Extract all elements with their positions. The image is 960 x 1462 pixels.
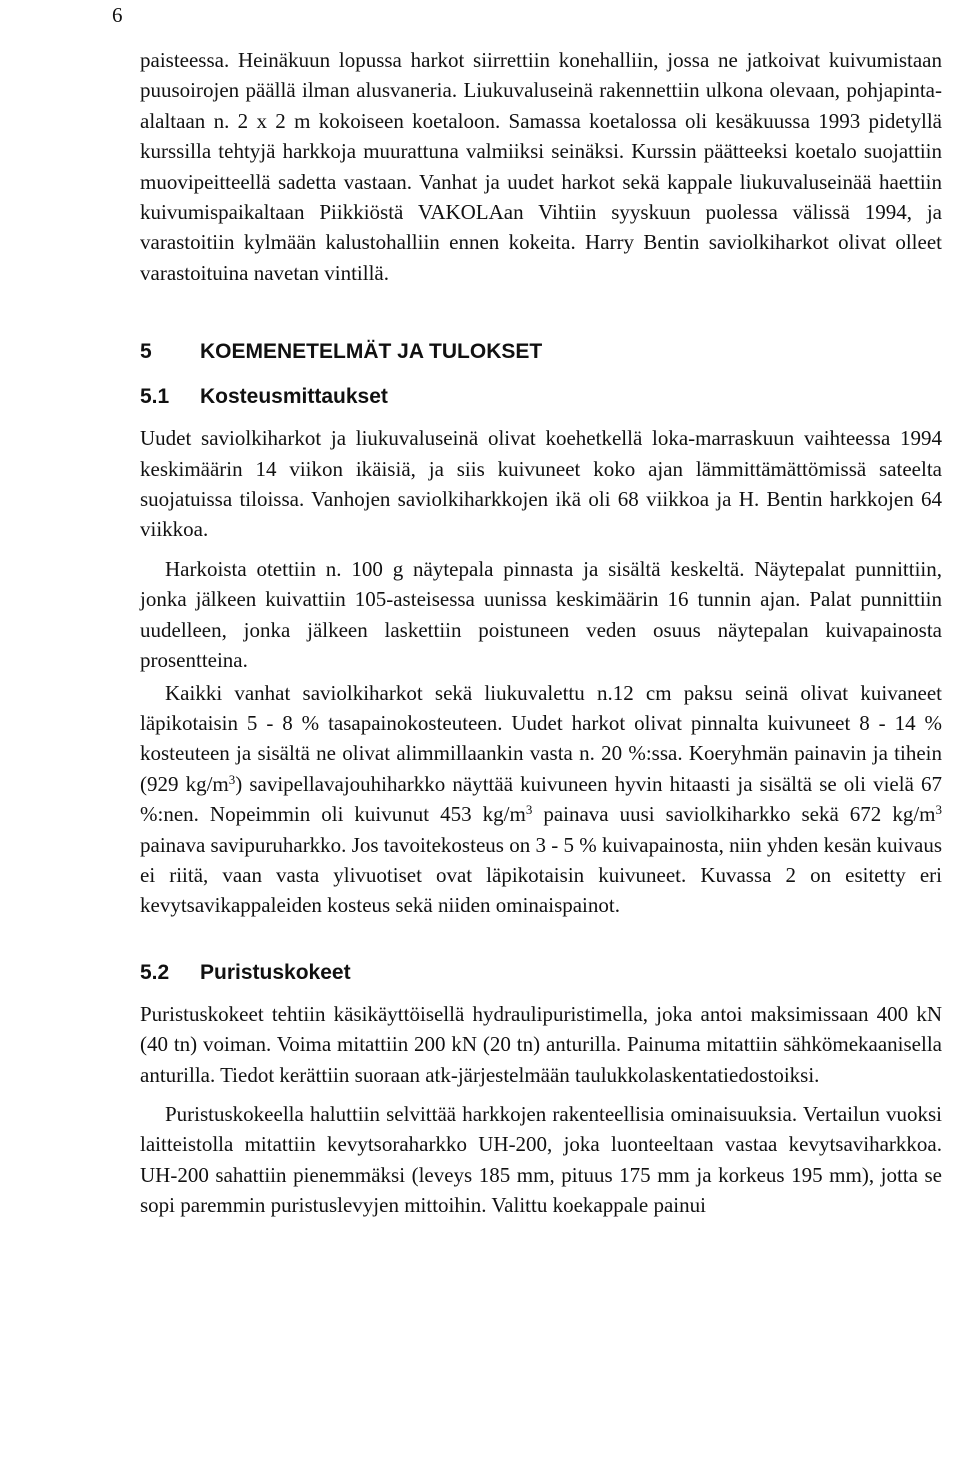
section-heading-5-1 xyxy=(140,382,942,412)
document-body xyxy=(140,45,942,1221)
section-number: 5.1 xyxy=(140,385,170,409)
section-heading-5-2 xyxy=(140,958,942,988)
section-number: 5.2 xyxy=(140,960,170,984)
section-number: 5 xyxy=(140,340,152,364)
section-title: Kosteusmittaukset xyxy=(200,385,388,409)
moisture-paragraph-3: Kaikki vanhat saviolkiharkot sekä liukuvalettu n.12 cm paksu seinä olivat kuivaneet läpikotaisin 5 - 8 % tasapainokosteuteen. Uudet harkot olivat pinnalta kuivuneet 8 - 14 % kosteuteen ja sisältä ne olivat alimmillaankin vasta n. 20 %:ssa. Koeryhmän painavin ja tihein (929 $kg/m^3$) savipellavajouhiharkko näyttää kuivuneen hyvin hitaasti ja sisältä se oli vielä 67 %:nen. Nopeimmin oli kuivunut 453 $kg/m^3$ painava uusi saviolkiharkko sekä 672 $kg/m^3$ painava savipuruharkko. Jos tavoitekosteus on 3 - 5 % kuivapainosta, niin yhden kesän kuivaus ei riitä, vaan vasta ylivuotiset ovat läpikotaisin kuivuneet. Kuvassa 2 on esitetty eri kevytsavikappaleiden kosteus sekä niiden ominaispainot. xyxy=(140,680,942,918)
intro-paragraph: paisteessa. Heinäkuun lopussa harkot siirrettiin konehalliin, jossa ne jatkoivat kuivumistaan puusoirojen päällä ilman alusvaneria. Liukuvaluseinä rakennettiin ulkona olevaan, pohjapinta-alaltaan n. 2 x 2 m kokoiseen koetaloon. Samassa koetalossa oli kesäkuussa 1993 pidetyllä kurssilla tehtyjä harkkoja muurattuna valmiiksi seinäksi. Kurssin päätteeksi koetalo suojattiin muovipeitteellä sadetta vastaan. Vanhat ja uudet harkot sekä kappale liukuvaluseinää haettiin kuivumispaikaltaan Piikkiöstä VAKOLAan Vihtiin syyskuun puolessa välissä 1994, ja varastoitiin kylmään kalustohalliin ennen kokeita. Harry Bentin saviolkiharkot olivat olleet varastoituina navetan vintillä. xyxy=(140,48,942,285)
compression-paragraph-1: Puristuskokeet tehtiin käsikäyttöisellä hydraulipuristimella, joka antoi maksimissaan 400 kN (40 tn) voiman. Voima mitattiin 200 kN (20 tn) anturilla. Painuma mitattiin sähkömekaanisella anturilla. Tiedot kerättiin suoraan atk-järjestelmään taulukkolaskentatiedostoiksi. xyxy=(140,1001,942,1087)
section-title: KOEMENETELMÄT JA TULOKSET xyxy=(200,340,543,364)
moisture-paragraph-2: Harkoista otettiin n. 100 g näytepala pinnasta ja sisältä keskeltä. Näytepalat punnittiin, jonka jälkeen kuivattiin 105-asteisessa uunissa keskimäärin 16 tunnin ajan. Palat punnittiin uudelleen, jonka jälkeen laskettiin poistuneen veden osuus näytepalan kuivapainosta prosentteina. xyxy=(140,556,942,673)
section-title: Puristuskokeet xyxy=(200,960,351,984)
compression-paragraph-2: Puristuskokeella haluttiin selvittää harkkojen rakenteellisia ominaisuuksia. Vertailun vuoksi laitteistolla mitattiin kevytsoraharkko UH-200, joka luonteeltaan vastaa kevytsaviharkkoa. UH-200 sahattiin pienemmäksi (leveys 185 mm, pituus 175 mm ja korkeus 195 mm), jotta se sopi paremmin puristuslevyjen mittoihin. Valittu koekappale painui xyxy=(140,1101,942,1218)
moisture-paragraph-1: Uudet saviolkiharkot ja liukuvaluseinä olivat koehetkellä loka-marraskuun vaihteessa 1994 keskimäärin 14 viikon ikäisiä, ja siis kuivuneet koko ajan lämmittämättömissä sateelta suojatuissa tiloissa. Vanhojen saviolkiharkkojen ikä oli 68 viikkoa ja H. Bentin harkkojen 64 viikkoa. xyxy=(140,426,942,542)
page-number: 6 xyxy=(112,3,123,27)
section-heading-5 xyxy=(140,337,942,367)
